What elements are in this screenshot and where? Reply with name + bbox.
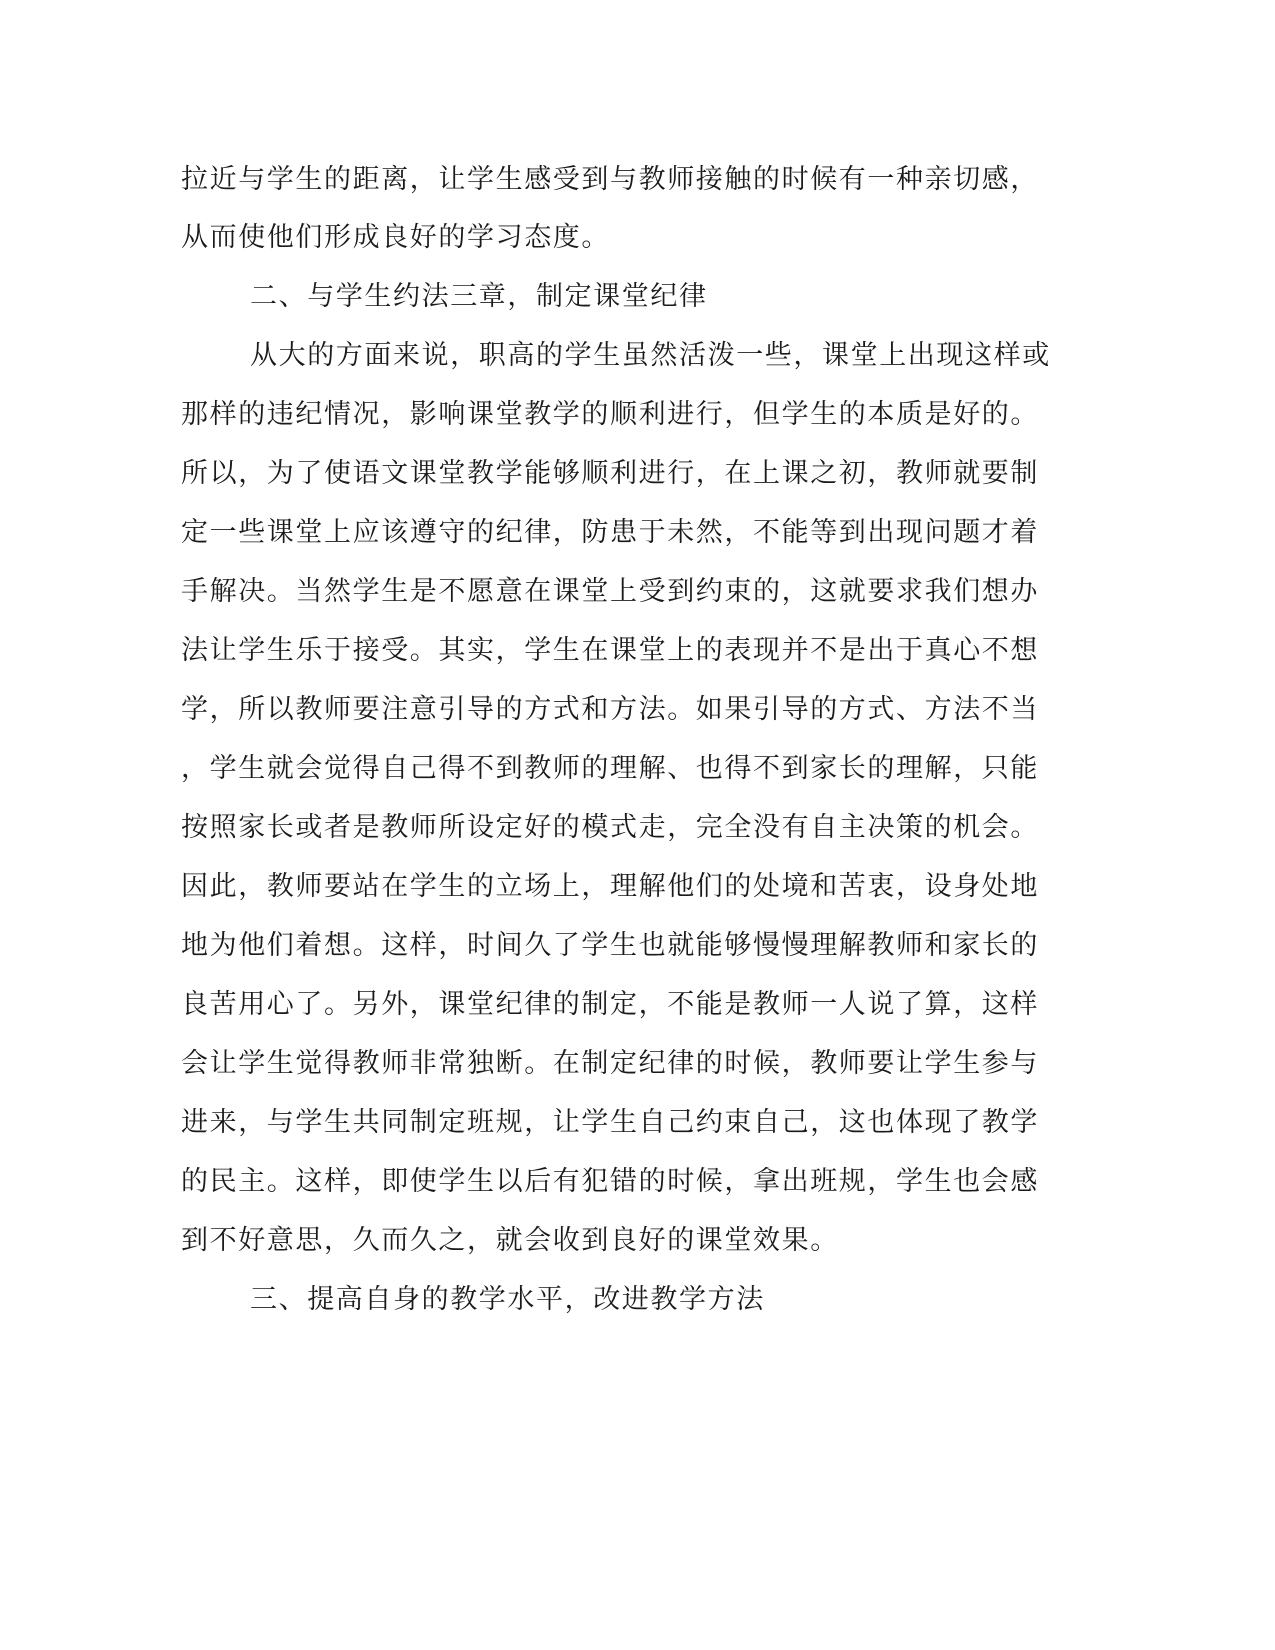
- body-text-line: 因此，教师要站在学生的立场上，理解他们的处境和苦衷，设身处地: [181, 871, 1039, 902]
- section-heading: 二、与学生约法三章，制定课堂纪律: [250, 281, 708, 312]
- body-text-line: 良苦用心了。另外，课堂纪律的制定，不能是教师一人说了算，这样: [181, 989, 1039, 1020]
- body-text-line: 会让学生觉得教师非常独断。在制定纪律的时候，教师要让学生参与: [181, 1048, 1039, 1079]
- body-text-line: 进来，与学生共同制定班规，让学生自己约束自己，这也体现了教学: [181, 1107, 1039, 1138]
- body-text-line: 法让学生乐于接受。其实，学生在课堂上的表现并不是出于真心不想: [181, 635, 1039, 666]
- body-text-line: 拉近与学生的距离，让学生感受到与教师接触的时候有一种亲切感，: [181, 164, 1039, 195]
- body-text-line: 的民主。这样，即使学生以后有犯错的时候，拿出班规，学生也会感: [181, 1166, 1039, 1197]
- body-text-line: ，学生就会觉得自己得不到教师的理解、也得不到家长的理解，只能: [181, 753, 1039, 784]
- body-text-line: 那样的违纪情况，影响课堂教学的顺利进行，但学生的本质是好的。: [181, 399, 1039, 430]
- body-text-line: 从大的方面来说，职高的学生虽然活泼一些，课堂上出现这样或: [250, 340, 1051, 371]
- section-heading: 三、提高自身的教学水平，改进教学方法: [250, 1284, 765, 1315]
- body-text-line: 地为他们着想。这样，时间久了学生也就能够慢慢理解教师和家长的: [181, 930, 1039, 961]
- body-text-line: 学，所以教师要注意引导的方式和方法。如果引导的方式、方法不当: [181, 694, 1039, 725]
- body-text-line: 按照家长或者是教师所设定好的模式走，完全没有自主决策的机会。: [181, 812, 1039, 843]
- body-text-line: 到不好意思，久而久之，就会收到良好的课堂效果。: [181, 1225, 839, 1256]
- body-text-line: 从而使他们形成良好的学习态度。: [181, 222, 610, 253]
- body-text-line: 所以，为了使语文课堂教学能够顺利进行，在上课之初，教师就要制: [181, 458, 1039, 489]
- body-text-line: 定一些课堂上应该遵守的纪律，防患于未然，不能等到出现问题才着: [181, 517, 1039, 548]
- body-text-line: 手解决。当然学生是不愿意在课堂上受到约束的，这就要求我们想办: [181, 576, 1039, 607]
